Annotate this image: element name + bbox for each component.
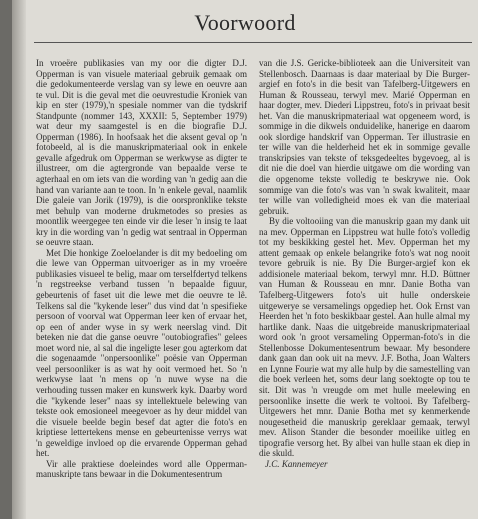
paragraph: van die J.S. Gericke-biblioteek aan die Universiteit van Stellenbosch. Daarnaas is daar materiaal by Die Burger-argief en foto's in die besit van Tafelberg-Uitgewers en Human & Rousseau, terwyl mev. Marié Opperman en haar dogter, mev. Diederi Lippstreu, foto's in privaat besit het. Van die manuskripmateriaal wat opgeneem word, is sommige in die dikwels onduidelike, hanerige en daarom ook slordige handskrif van Opperman. Ter illustrasie en ter wille van die helderheid het ek in sommige gevalle transkripsies van tekste of teksgedeeltes bygevoeg, al is dit nie die doel van hierdie uitgawe om die wording van die opgenome tekste volledig te beskrywe nie. Ook sommige van die foto's was van 'n swak kwaliteit, maar ter wille van volledigheid moes ek van die materiaal gebruik. <box>259 58 470 216</box>
left-column <box>36 58 247 516</box>
page-gutter <box>12 0 26 519</box>
paragraph: Vir alle praktiese doeleindes word alle Opperman-manuskripte tans bewaar in die Dokumentesentrum <box>36 458 247 480</box>
paragraph: By die voltooiing van die manuskrip gaan my dank uit na mev. Opperman en Lippstreu wat hulle foto's volledig tot my beskikking gestel het. Mev. Opperman het my attent gemaak op enkele belangrike foto's wat nog nooit tevore gebruik is nie. By Die Burger-argief kon ek addisionele materiaal bekom, terwyl mnr. H.D. Büttner van Human & Rousseau en mnr. Danie Botha van Tafelberg-Uitgewers foto's uit hulle onderskeie uitgewerye se versamelings opgediep het. Ook Ernst van Heerden het 'n foto beskikbaar gestel. Aan hulle almal my hartlike dank. Naas die uitgebreide manuskripmateriaal word ook 'n groot versameling Opperman-foto's in die Stellenbosse Dokumentesentrum bewaar. My besondere dank gaan dan ook uit na mevv. J.F. Botha, Joan Walters en Lynne Fourie wat my alle hulp by die samestelling van die boek verleen het, soms deur lang soektogte op tou te sit. Dit was 'n vreugde om met hulle meelewing en persoonlike insette die werk te voltooi. By Tafelberg-Uitgewers het mnr. Danie Botha met sy kenmerkende nougesetheid die manuskrip gereklaar gemaak, terwyl mev. Alison Stander die besonder moeilike uitleg en tipografie versorg het. By albei van hulle staan ek diep in die skuld. <box>259 216 470 459</box>
paragraph: In vroeëre publikasies van my oor die digter D.J. Opperman is van visuele materiaal gebruik gemaak om die gedokumenteerde verslag van sy lewe en oeuvre aan te vul. Dit is die geval met die oeuvrestudie Kroniek van kip en ster (1979),'n spesiale nommer van die tydskrif Standpunte (nommer 143, XXXII: 5, September 1979) wat deur my saamgestel is en die biografie D.J. Opperman (1986). In hoofsaak het die aksent geval op 'n fotobeeld, al is die manuskripmateriaal ook in enkele gevalle afgedruk om Opperman se werkwyse as digter te illustreer, om die agtergronde van bepaalde verse te agterhaal en om iets van die wording van 'n gedig aan die hand van variante aan te toon. In 'n enkele geval, naamlik Die galeie van Jorik (1979), is die oorspronklike tekste met behulp van moderne drukmetodes so presies as moontlik weergegee ten einde vir die leser 'n insig te laat kry in die wording van 'n gedig wat sentraal in Opperman se oeuvre staan. <box>36 58 247 248</box>
right-column <box>259 58 470 516</box>
signature: J.C. Kannemeyer <box>265 458 328 469</box>
page-title: Voorwoord <box>194 10 296 35</box>
book-page <box>12 0 478 519</box>
title-rule <box>34 42 472 43</box>
paragraph: Met Die honkige Zoeloelander is dit my bedoeling om die lewe van Opperman uitvoeriger as in my vroeëre publikasies visueel te belig, maar om terselfdertyd telkens 'n regstreekse verband tussen 'n bepaalde figuur, gebeurtenis of faset uit die lewe met die oeuvre te lê. Telkens sal die "kykende leser" dus vind dat 'n spesifieke persoon of voorval wat Opperman leer ken of ervaar het, op een of ander wyse in sy werk neerslag vind. Dit beteken nie dat die ganse oeuvre "outobiografies" gelees moet word nie, al sal die ingeligte leser gou agterkom dat die sogenaamde "onpersoonlike" poësie van Opperman veel persoonliker is as wat hy ooit vermoed het. So 'n werkwyse laat 'n mens op 'n nuwe wyse na die verhouding tussen maker en kunswerk kyk. Daarby word die "kykende leser" naas sy intellektuele belewing van tekste ook emosioneel meegevoer as hy deur middel van die visuele beelde begin besef dat agter die foto's en kriptiese lettertekens mense en gebeurtenisse verrys wat 'n geweldige invloed op die ervarende Opperman gehad het. <box>36 247 247 459</box>
